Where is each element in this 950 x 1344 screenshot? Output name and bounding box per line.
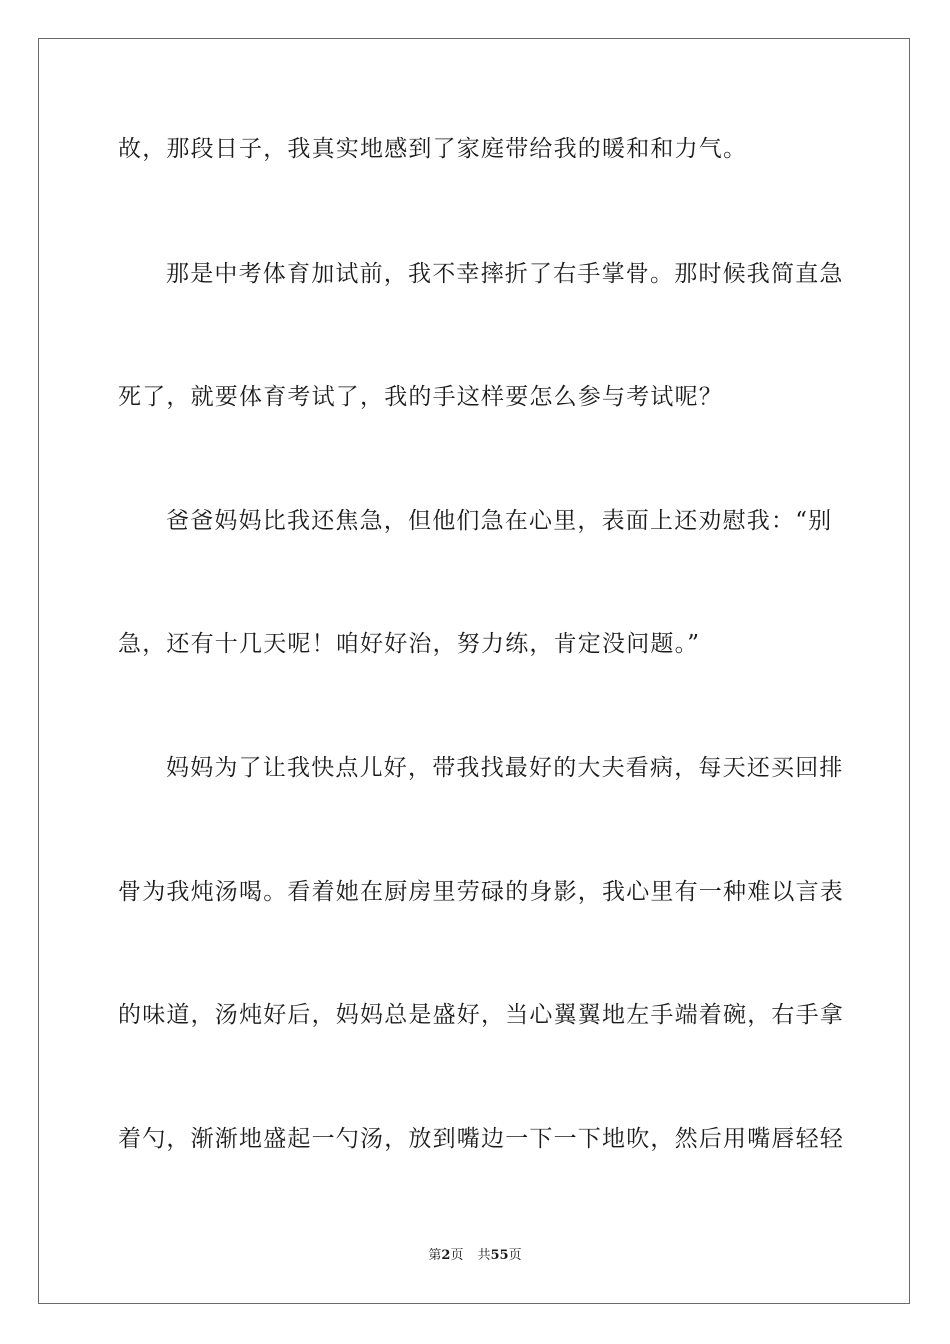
total-label-suffix: 页 <box>508 1248 522 1263</box>
text-line-4: 爸爸妈妈比我还焦急，但他们急在心里，表面上还劝慰我：“别 <box>166 508 833 534</box>
text-line-5: 急，还有十几天呢！咱好好治，努力练，肯定没问题。” <box>118 631 701 657</box>
total-label-prefix: 共 <box>477 1248 491 1263</box>
page-label-prefix: 第 <box>428 1248 442 1263</box>
text-line-7: 骨为我炖汤喝。看着她在厨房里劳碌的身影，我心里有一种难以言表 <box>118 879 844 905</box>
page-label-suffix: 页 <box>450 1248 464 1263</box>
text-line-3: 死了，就要体育考试了，我的手这样要怎么参与考试呢？ <box>118 384 723 410</box>
text-line-1: 故，那段日子，我真实地感到了家庭带给我的暖和和力气。 <box>118 136 748 162</box>
text-line-6: 妈妈为了让我快点儿好，带我找最好的大夫看病，每天还买回排 <box>166 755 844 781</box>
text-line-9: 着勺，渐渐地盛起一勺汤，放到嘴边一下一下地吹，然后用嘴唇轻轻 <box>118 1126 844 1152</box>
page-border <box>38 38 910 1304</box>
page-footer <box>0 1248 950 1264</box>
text-line-2: 那是中考体育加试前，我不幸摔折了右手掌骨。那时候我简直急 <box>166 261 844 287</box>
page-number: 2 <box>441 1248 451 1263</box>
total-pages: 55 <box>490 1248 509 1263</box>
text-line-8: 的味道，汤炖好后，妈妈总是盛好，当心翼翼地左手端着碗，右手拿 <box>118 1002 844 1028</box>
